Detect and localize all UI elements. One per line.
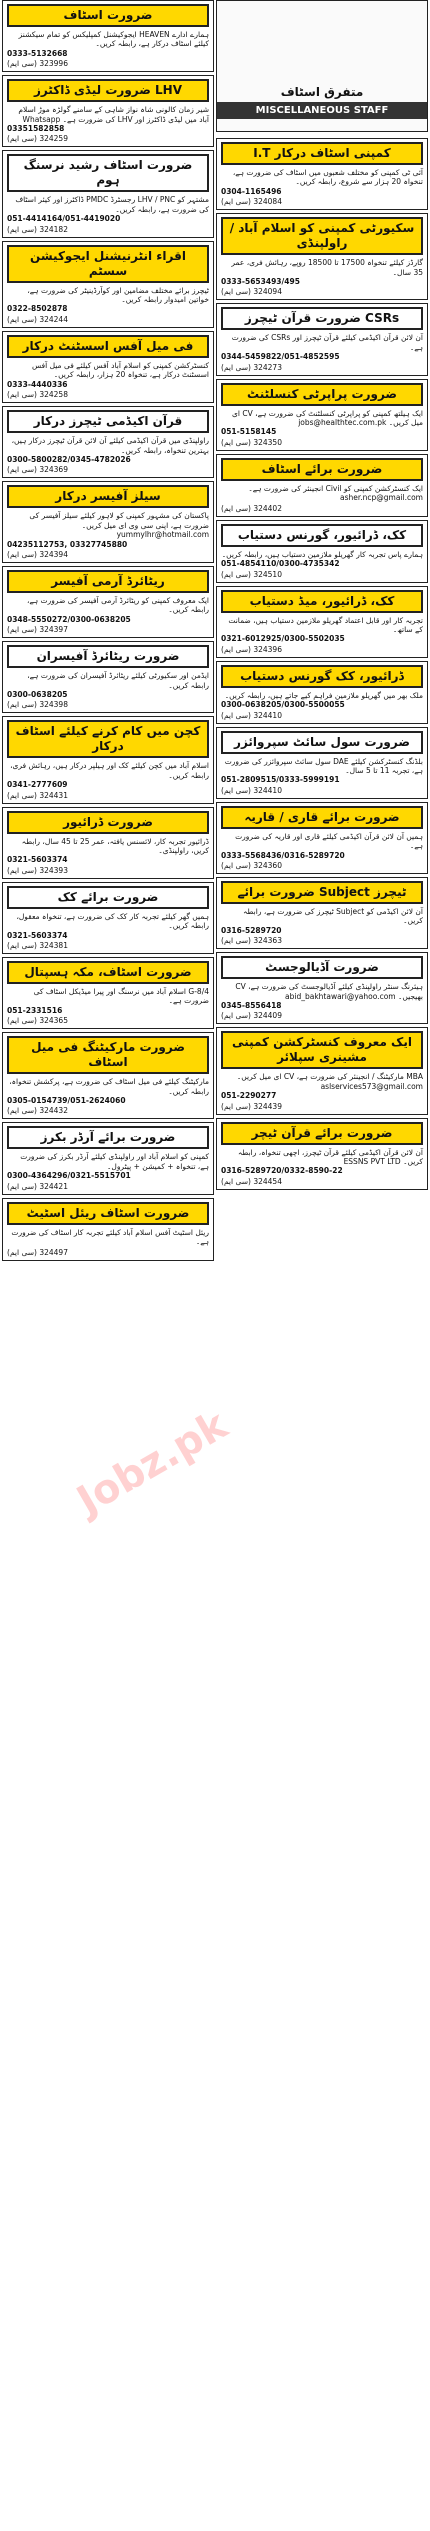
- ad-reference: (سی ایم) 324410: [221, 710, 282, 720]
- ad-phone: 051-5158145: [221, 427, 277, 437]
- ad-phone: 0321-6012925/0300-5502035: [221, 634, 345, 644]
- classified-ad: [216, 138, 428, 210]
- ad-reference: (سی ایم) 324431: [7, 790, 68, 800]
- ad-body: ایک معروف کمپنی کو ریٹائرڈ آرمی آفیسر کی ضرورت ہے، رابطہ کریں۔: [26, 595, 209, 615]
- ad-reference: (سی ایم) 324439: [221, 1101, 282, 1111]
- ad-heading: ضرورت سول سائٹ سپروائزر: [221, 731, 423, 754]
- ad-body: ہمارے پاس تجربہ کار گھریلو ملازمین دستیاب ہیں، رابطہ کریں۔: [221, 549, 423, 559]
- ad-phone: 0333-5132668: [7, 48, 68, 58]
- ad-heading: ضرورت اسٹاف رشید نرسنگ ہوم: [7, 154, 209, 192]
- ad-heading: ضرورت مارکیٹنگ فی میل اسٹاف: [7, 1036, 209, 1074]
- ad-heading: ضرورت ڈرائیور: [7, 811, 209, 834]
- ad-body: راولپنڈی میں قرآن اکیڈمی کیلئے آن لائن قرآن ٹیچرز درکار ہیں، بہترین تنخواہ، رابطہ کریں۔: [11, 436, 209, 455]
- ad-phone: 04235112753, 03327745880: [7, 539, 128, 549]
- ad-phone: 051-4414164/051-4419020: [7, 214, 121, 224]
- watermark: Jobz.pk: [69, 1401, 236, 1525]
- ad-heading: ضرورت قرآن ٹیچرز CSRs: [221, 307, 423, 330]
- ad-phone: 0300-5800282/0345-4782026: [7, 454, 131, 464]
- ad-phone: 0321-5603374: [7, 855, 68, 865]
- ad-phone: 051-4854110/0300-4735342: [221, 559, 340, 569]
- ad-body: ٹیچرز برائے مختلف مضامین اور کوآرڈینیٹر کی ضرورت ہے، خواتین امیدوار رابطہ کریں۔: [27, 285, 209, 305]
- classified-ad: [216, 303, 428, 375]
- ad-reference: (سی ایم) 324510: [221, 569, 282, 579]
- ad-phone: 0345-8556418: [221, 1001, 282, 1010]
- ad-phone: 0333-5568436/0316-5289720: [221, 850, 345, 860]
- ad-reference: (سی ایم) 324369: [7, 465, 68, 475]
- ad-reference: (سی ایم) 324084: [221, 197, 282, 207]
- ad-phone: 0304-1165496: [221, 186, 282, 196]
- ad-phone: 0344-5459822/051-4852595: [221, 352, 340, 362]
- classified-ad: [216, 1118, 428, 1190]
- classified-ad: [2, 75, 214, 147]
- ad-reference: (سی ایم) 324497: [7, 1247, 68, 1257]
- ad-reference: (سی ایم) 324365: [7, 1016, 68, 1026]
- ad-heading: ضرورت اسٹاف: [7, 4, 209, 27]
- ad-heading: ضرورت برائے کک: [7, 886, 209, 909]
- ad-phone: 0300-0638205: [7, 689, 68, 699]
- ad-phone: 0322-8502878: [7, 304, 68, 314]
- misc-staff-banner: [216, 0, 428, 132]
- ad-body: مشتہر کو LHV / PNC رجسٹرڈ PMDC ڈاکٹرز اور کیئر اسٹاف کی ضرورت ہے، رابطہ کریں۔: [15, 195, 209, 214]
- ad-heading: ڈرائیور، کک گورنس دستیاب: [221, 665, 423, 688]
- ad-body: آن لائن قرآن اکیڈمی کیلئے قرآن ٹیچرز اور CSRs کی ضرورت ہے۔: [231, 333, 423, 352]
- ad-phone: 0316-5289720: [221, 925, 282, 935]
- ad-heading: ضرورت آڈیالوجسٹ: [221, 956, 423, 979]
- ad-heading: I.T کمپنی اسٹاف درکار: [221, 142, 423, 165]
- ad-heading: ضرورت اسٹاف ریئل اسٹیٹ: [7, 1202, 209, 1225]
- ad-reference: (سی ایم) 324397: [7, 625, 68, 635]
- classified-ad: [2, 481, 214, 563]
- ad-body: ہمیں آن لائن قرآن اکیڈمی کیلئے قاری اور قاریہ کی ضرورت ہے۔: [235, 831, 423, 851]
- ad-heading: ضرورت برائے قاری / قاریہ: [221, 806, 423, 829]
- classified-ad: [2, 406, 214, 478]
- classified-ad: [2, 641, 214, 713]
- ad-heading: ضرورت برائے آرڈر بکرز: [7, 1126, 209, 1149]
- ad-body: ہمیں گھر کیلئے تجربہ کار کک کی ضرورت ہے، تنخواہ معقول، رابطہ کریں۔: [16, 911, 209, 931]
- ad-body: ملک بھر میں گھریلو ملازمین فراہم کیے جاتے ہیں، رابطہ کریں۔: [224, 690, 423, 700]
- ad-body: مارکیٹنگ کیلئے فی میل اسٹاف کی ضرورت ہے، پرکشش تنخواہ، رابطہ کریں۔: [9, 1077, 209, 1096]
- ad-reference: (سی ایم) 324258: [7, 390, 68, 400]
- ad-phone: 0348-5550272/0300-0638205: [7, 614, 131, 624]
- ad-reference: (سی ایم) 324421: [7, 1181, 68, 1191]
- classified-ad: [2, 1198, 214, 1261]
- ad-phone: 051-2290277: [221, 1091, 277, 1101]
- ad-heading: کک، ڈرائیور، گورنس دستیاب: [221, 524, 423, 547]
- ad-phone: 03351582858: [7, 124, 65, 134]
- ad-heading: قرآن اکیڈمی ٹیچرز درکار: [7, 410, 209, 433]
- ad-reference: (سی ایم) 324350: [221, 437, 282, 447]
- ad-phone: 051-2331516: [7, 1005, 63, 1015]
- classified-ad: [216, 877, 428, 949]
- ad-body: ایک ہیلتھ کمپنی کو پراپرٹی کنسلٹنٹ کی ضرورت ہے، CV ای میل کریں۔ jobs@healthtec.com.pk: [232, 408, 423, 428]
- ad-phone: 051-2809515/0333-5999191: [221, 775, 340, 785]
- ad-body: تجربہ کار اور قابل اعتماد گھریلو ملازمین دستیاب ہیں، ضمانت کے ساتھ۔: [228, 615, 423, 634]
- classified-ad: [2, 1122, 214, 1194]
- classified-ad: [216, 727, 428, 799]
- ad-phone: 0333-4440336: [7, 379, 68, 389]
- classified-ad: [216, 952, 428, 1024]
- ad-phone: 0316-5289720/0332-8590-22: [221, 1166, 343, 1176]
- ad-reference: (سی ایم) 324432: [7, 1106, 68, 1116]
- ad-phone: 0300-0638205/0300-5500055: [221, 700, 345, 710]
- ad-reference: (سی ایم) 324273: [221, 362, 282, 372]
- ad-heading: سیلز آفیسر درکار: [7, 485, 209, 508]
- ad-body: آن لائن اکیڈمی کو Subject ٹیچرز کی ضرورت ہے، رابطہ کریں۔: [243, 906, 423, 926]
- ad-heading: ضرورت اسٹاف، مکہ ہسپتال: [7, 961, 209, 984]
- ad-body: ریئل اسٹیٹ آفس اسلام آباد کیلئے تجربہ کار اسٹاف کی ضرورت ہے۔: [11, 1227, 209, 1247]
- ad-reference: (سی ایم) 324381: [7, 941, 68, 951]
- classified-ad: [216, 520, 428, 583]
- ad-heading: ضرورت ریٹائرڈ آفیسران: [7, 645, 209, 668]
- classified-ad: [2, 0, 214, 72]
- ad-heading: اقراء انٹرنیشنل ایجوکیشن سسٹم: [7, 245, 209, 283]
- ad-reference: (سی ایم) 324398: [7, 700, 68, 710]
- ad-reference: (سی ایم) 324363: [221, 936, 282, 946]
- ad-heading: ضرورت لیڈی ڈاکٹرز LHV: [7, 79, 209, 102]
- ad-reference: (سی ایم) 324396: [221, 644, 282, 654]
- classified-ad: [216, 802, 428, 874]
- ad-heading: سکیورٹی کمپنی کو اسلام آباد / راولپنڈی: [221, 217, 423, 255]
- classified-ad: [2, 882, 214, 954]
- misc-urdu-title: متفرق اسٹاف: [280, 85, 364, 99]
- ad-reference: (سی ایم) 324454: [221, 1176, 282, 1186]
- ad-heading: ضرورت برائے Subject ٹیچرز: [221, 881, 423, 904]
- classified-ad: [216, 661, 428, 724]
- ad-heading: ایک معروف کنسٹرکشن کمپنی مشینری سپلائر: [221, 1031, 423, 1069]
- ad-phone: 0341-2777609: [7, 780, 68, 790]
- classified-ad: [2, 241, 214, 328]
- classified-ad: [2, 1032, 214, 1119]
- ad-body: ہیئرنگ سنٹر راولپنڈی کیلئے آڈیالوجسٹ کی ضرورت ہے، CV بھیجیں۔ abid_bakhtawari@yahoo.com: [235, 982, 423, 1001]
- classified-ad: [216, 213, 428, 300]
- ad-phone: 0321-5603374: [7, 930, 68, 940]
- ad-body: کنسٹرکشن کمپنی کو اسلام آباد آفس کیلئے فی میل آفس اسسٹنٹ درکار ہے، تنخواہ 20 ہزار، رابطہ کریں۔: [32, 360, 209, 380]
- ad-heading: ضرورت برائے اسٹاف: [221, 458, 423, 481]
- ad-reference: (سی ایم) 324402: [221, 503, 282, 513]
- ad-body: گارڈز کیلئے تنخواہ 17500 تا 18500 روپے، رہائش فری، عمر 35 سال۔: [231, 258, 423, 277]
- ad-reference: (سی ایم) 324410: [221, 785, 282, 795]
- ad-body: اسلام آباد میں کچن کیلئے کک اور ہیلپر درکار ہیں، رہائش فری، رابطہ کریں۔: [10, 761, 209, 780]
- ad-reference: (سی ایم) 324259: [7, 134, 68, 144]
- classified-ad: [2, 716, 214, 803]
- ad-body: آئی ٹی کمپنی کو مختلف شعبوں میں اسٹاف کی ضرورت ہے، تنخواہ 20 ہزار سے شروع، رابطہ کریں۔: [232, 168, 423, 187]
- ad-body: ایڈمن اور سکیورٹی کیلئے ریٹائرڈ آفیسران کی ضرورت ہے، رابطہ کریں۔: [27, 671, 209, 690]
- ad-reference: (سی ایم) 324409: [221, 1011, 282, 1021]
- classified-ad: [2, 807, 214, 879]
- ad-reference: (سی ایم) 324244: [7, 314, 68, 324]
- misc-english-title: MISCELLANEOUS STAFF: [217, 102, 427, 119]
- ad-heading: ضرورت برائے قرآن ٹیچر: [221, 1122, 423, 1145]
- classified-ad: [2, 957, 214, 1029]
- ad-phone: 0300-4364296/0321-5515701: [7, 1171, 131, 1181]
- ad-body: ڈرائیور تجربہ کار، لائسنس یافتہ، عمر 25 تا 45 سال، رابطہ کریں، راولپنڈی۔: [21, 836, 209, 855]
- right-column: [216, 0, 428, 1193]
- ad-body: ہمارے ادارے HEAVEN ایجوکیشنل کمپلیکس کو تمام سیکشنز کیلئے اسٹاف درکار ہے، رابطہ کریں۔: [18, 30, 209, 49]
- ad-body: بلڈنگ کنسٹرکشن کیلئے DAE سول سائٹ سپروائزر کی ضرورت ہے، تجربہ 11 تا 5 سال۔: [224, 756, 423, 775]
- classified-ad: [2, 331, 214, 403]
- classified-ad: [2, 150, 214, 237]
- ad-reference: (سی ایم) 324393: [7, 865, 68, 875]
- ad-heading: ریٹائرڈ آرمی آفیسر: [7, 570, 209, 593]
- ad-heading: ضرورت پراپرٹی کنسلٹنٹ: [221, 383, 423, 406]
- classified-ad: [216, 586, 428, 658]
- ad-body: آن لائن قرآن اکیڈمی کیلئے قرآن ٹیچرز، اچھی تنخواہ، رابطہ کریں۔ ESSNS PVT LTD: [238, 1147, 423, 1167]
- ad-body: پاکستان کی مشہور کمپنی کو لاہور کیلئے سیلز آفیسر کی ضرورت ہے، اپنی سی وی ای میل کریں۔ yummylhr@hotmail.com: [29, 511, 209, 540]
- ad-body: MBA مارکیٹنگ / انجینئر کی ضرورت ہے، CV ای میل کریں۔ aslservices573@gmail.com: [236, 1072, 423, 1091]
- ad-heading: فی میل آفس اسسٹنٹ درکار: [7, 335, 209, 358]
- ad-phone: 0333-5653493/495: [221, 277, 300, 287]
- ad-reference: (سی ایم) 324182: [7, 224, 68, 234]
- ad-body: شیر زمان کالونی شاہ نواز شاہی کے سامنے گولڑہ موڑ اسلام آباد میں لیڈی ڈاکٹرز اور LHV کی ضرورت ہے۔ Whatsapp: [18, 105, 209, 124]
- ad-body: ایک کنسٹرکشن کمپنی کو Civil انجینئر کی ضرورت ہے۔ asher.ncp@gmail.com: [248, 483, 423, 503]
- ad-reference: (سی ایم) 324094: [221, 287, 282, 297]
- ad-phone: 0305-0154739/051-2624060: [7, 1096, 126, 1106]
- classified-ad: [216, 454, 428, 517]
- left-column: [2, 0, 214, 1264]
- ad-body: کمپنی کو اسلام آباد اور راولپنڈی کیلئے آرڈر بکرز کی ضرورت ہے، تنخواہ + کمیشن + پیٹرول۔: [20, 1152, 209, 1171]
- ad-reference: (سی ایم) 324360: [221, 860, 282, 870]
- classified-ad: [216, 379, 428, 451]
- classified-ad: [216, 1027, 428, 1114]
- ad-body: G-8/4 اسلام آباد میں نرسنگ اور پیرا میڈیکل اسٹاف کی ضرورت ہے۔: [33, 987, 209, 1006]
- ad-heading: کک، ڈرائیور، میڈ دستیاب: [221, 590, 423, 613]
- ad-heading: کچن میں کام کرنے کیلئے اسٹاف درکار: [7, 720, 209, 758]
- classified-ad: [2, 566, 214, 638]
- ad-reference: (سی ایم) 324394: [7, 549, 68, 559]
- ad-reference: (سی ایم) 323996: [7, 59, 68, 69]
